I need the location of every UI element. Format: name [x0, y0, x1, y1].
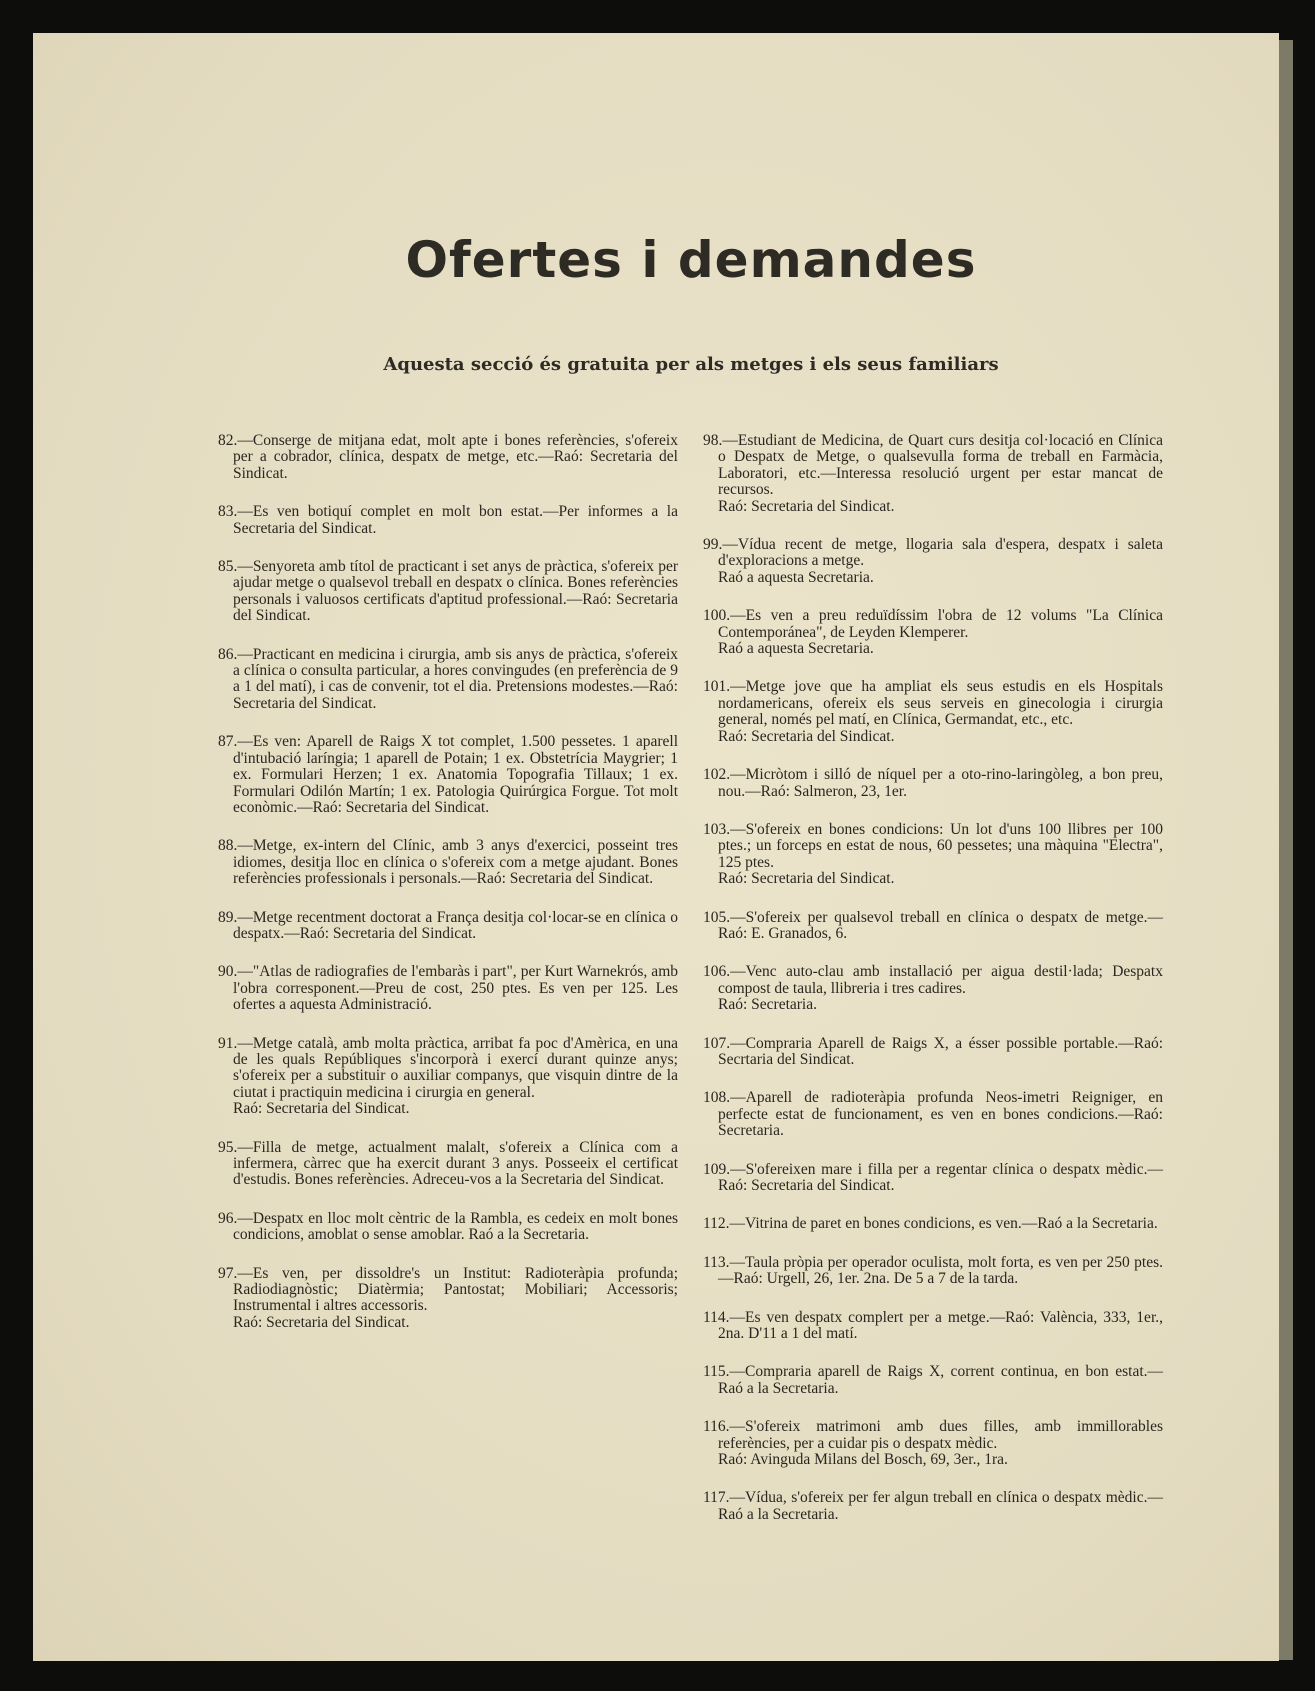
classified-entry: 85.—Senyoreta amb títol de practicant i set anys de pràctica, s'ofereix per ajudar metge o qualsevol treball en despatx o clínica. Bones referències personals i valuosos certificats d'aptitud professional.—Raó: Secretaria del Sindicat. — [218, 558, 678, 625]
classified-entry: 101.—Metge jove que ha ampliat els seus estudis en els Hospitals nordamericans, ofereix els seus serveis en ginecologia i cirurgia general, només pel matí, en Clínica, Germandat, etc., etc. Raó: Secretaria del Sindicat. — [703, 678, 1163, 745]
entry-contact: Raó: Secretaria del Sindicat. — [718, 727, 895, 745]
classified-entry: 88.—Metge, ex-intern del Clínic, amb 3 anys d'exercici, posseint tres idiomes, desitja lloc en clínica o s'ofereix com a metge ajudant. Bones referències professionals i personals.—Raó: Secretaria del Sindicat. — [218, 837, 678, 888]
classified-entry: 112.—Vitrina de paret en bones condicions, es ven.—Raó a la Secretaria. — [703, 1215, 1158, 1233]
classified-entry: 87.—Es ven: Aparell de Raigs X tot complet, 1.500 pessetes. 1 aparell d'intubació laríngia; 1 aparell de Potain; 1 ex. Obstetrícia Maygrier; 1 ex. Formulari Herzen; 1 ex. Anatomia Topografia Tillaux; 1 ex. Formulari Odilón Martín; 1 ex. Patologia Quirúrgica Forgue. Tot molt econòmic.—Raó: Secretaria del Sindicat. — [218, 733, 678, 816]
classified-entry: 98.—Estudiant de Medicina, de Quart curs desitja col·locació en Clínica o Despatx de Metge, o qualsevulla forma de treball en Farmàcia, Laboratori, etc.—Interessa resolució urgent per estar mancat de recursos. Raó: Secretaria del Sindicat. — [703, 432, 1163, 515]
classified-entry: 107.—Compraria Aparell de Raigs X, a ésser possible portable.—Raó: Secrtaria del Sindicat. — [703, 1034, 1163, 1068]
entry-contact: Raó: Secretaria del Sindicat. — [233, 1313, 410, 1331]
classified-entry: 109.—S'ofereixen mare i filla per a regentar clínica o despatx mèdic.—Raó: Secretaria del Sindicat. — [703, 1160, 1163, 1194]
entry-contact: Raó: Secretaria del Sindicat. — [233, 1100, 410, 1118]
left-column — [218, 433, 678, 1353]
classified-entry: 114.—Es ven despatx complert per a metge.—Raó: València, 333, 1er., 2na. D'11 a 1 del matí. — [703, 1308, 1163, 1343]
classified-entry: 103.—S'ofereix en bones condicions: Un lot d'uns 100 llibres per 100 ptes.; un forceps en estat de nous, 60 pessetes; una màquina "Electra", 125 ptes. Raó: Secretaria del Sindicat. — [703, 820, 1163, 888]
classified-entry: 86.—Practicant en medicina i cirurgia, amb sis anys de pràctica, s'ofereix a clínica o consulta particular, a hores convingudes (en preferència de 9 a 1 del matí), i cas de convenir, tot el dia. Pretensions modestes.—Raó: Secretaria del Sindicat. — [218, 645, 678, 712]
classified-entry: 116.—S'ofereix matrimoni amb dues filles, amb immillorables referències, per a cuidar pis o despatx mèdic. Raó: Avinguda Milans del Bosch, 69, 3er., 1ra. — [703, 1418, 1163, 1469]
entry-contact: Raó: Secretaria del Sindicat. — [718, 497, 895, 515]
page-title: Ofertes i demandes — [405, 231, 977, 289]
entry-contact: Raó a aquesta Secretaria. — [718, 568, 874, 586]
classified-entry: 117.—Vídua, s'ofereix per fer algun treball en clínica o despatx mèdic.—Raó a la Secretaria. — [703, 1489, 1163, 1523]
classified-entry: 102.—Micròtom i silló de níquel per a oto-rino-laringòleg, a bon preu, nou.—Raó: Salmeron, 23, 1er. — [703, 766, 1163, 800]
classified-entry: 95.—Filla de metge, actualment malalt, s'ofereix a Clínica com a infermera, càrrec que ha exercit durant 3 anys. Posseeix el certificat d'estudis. Bones referències. Adreceu-vos a la Secretaria del Sindicat. — [218, 1138, 678, 1189]
classified-entry: 115.—Compraria aparell de Raigs X, corrent continua, en bon estat.—Raó a la Secretaria. — [703, 1363, 1163, 1397]
classified-entry: 99.—Vídua recent de metge, llogaria sala d'espera, despatx i saleta d'exploracions a metge. Raó a aquesta Secretaria. — [703, 536, 1163, 586]
page-subtitle: Aquesta secció és gratuita per als metges i els seus familiars — [383, 354, 999, 375]
entry-contact: Raó: Avinguda Milans del Bosch, 69, 3er., 1ra. — [718, 1451, 1008, 1469]
classified-entry: 105.—S'ofereix per qualsevol treball en clínica o despatx de metge.—Raó: E. Granados, 6. — [703, 908, 1163, 942]
classified-entry: 90.—"Atlas de radiografies de l'embaràs i part", per Kurt Warnekrós, amb l'obra corresponent.—Preu de cost, 250 ptes. Es ven per 125. Les ofertes a aquesta Administració. — [218, 963, 678, 1014]
classified-entry: 97.—Es ven, per dissoldre's un Institut: Radioteràpia profunda; Radiodiagnòstic; Diatèrmia; Pantostat; Mobiliari; Accessoris; Instrumental i altres accessoris. Raó: Secretaria del Sindicat. — [218, 1264, 678, 1331]
classified-entry: 113.—Taula pròpia per operador oculista, molt forta, es ven per 250 ptes.—Raó: Urgell, 26, 1er. 2na. De 5 a 7 de la tarda. — [703, 1253, 1163, 1288]
entry-contact: Raó: Secretaria. — [718, 996, 817, 1014]
classified-entry: 89.—Metge recentment doctorat a França desitja col·locar-se en clínica o despatx.—Raó: Secretaria del Sindicat. — [218, 908, 678, 942]
classified-entry: 106.—Venc auto-clau amb installació per aigua destil·lada; Despatx compost de taula, llibreria i tres cadires. Raó: Secretaria. — [703, 963, 1163, 1014]
classified-entry: 100.—Es ven a preu reduïdíssim l'obra de 12 volums "La Clínica Contemporánea", de Leyden Klemperer. Raó a aquesta Secretaria. — [703, 607, 1163, 658]
entry-contact: Raó: Secretaria del Sindicat. — [718, 870, 895, 888]
classified-entry: 83.—Es ven botiquí complet en molt bon estat.—Per informes a la Secretaria del Sindicat. — [218, 503, 678, 537]
classified-entry: 108.—Aparell de radioteràpia profunda Neos-imetri Reigniger, en perfecte estat de funcionament, es ven en bones condicions.—Raó: Secretaria. — [703, 1089, 1163, 1140]
classified-entry: 91.—Metge català, amb molta pràctica, arribat fa poc d'Amèrica, en una de les quals Repúbliques s'incorporà i exercí durant quinze anys; s'ofereix per a substituir o auxiliar companys, que visquin dintre de la ciutat i practiquin medicina i cirurgia en general. Raó: Secretaria del Sindicat. — [218, 1034, 678, 1118]
entry-contact: Raó a aquesta Secretaria. — [718, 640, 874, 658]
classified-entry: 96.—Despatx en lloc molt cèntric de la Rambla, es cedeix en molt bones condicions, amoblat o sense amoblar. Raó a la Secretaria. — [218, 1209, 678, 1244]
classified-entry: 82.—Conserge de mitjana edat, molt apte i bones referències, s'ofereix per a cobrador, clínica, despatx de metge, etc.—Raó: Secretaria del Sindicat. — [218, 432, 678, 482]
right-column — [703, 433, 1163, 1545]
